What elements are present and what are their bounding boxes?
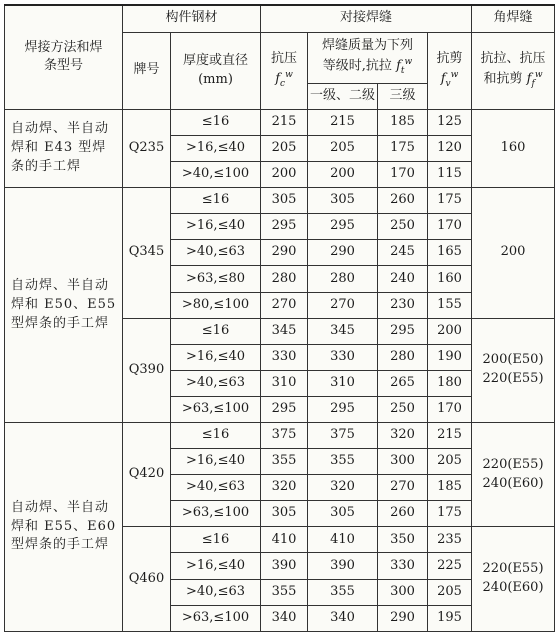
shear-cell: 170 (428, 396, 472, 422)
tension-grade3-cell: 245 (378, 240, 428, 266)
tension-grade3-cell: 350 (378, 527, 428, 553)
tension-grade3-cell: 300 (378, 449, 428, 475)
shear-cell: 170 (428, 214, 472, 240)
header-method-text: 焊接方法和焊条型号 (24, 39, 103, 74)
header-method (5, 5, 123, 109)
tension-grade12-cell: 310 (308, 370, 378, 396)
symbol-f: f (396, 58, 401, 74)
symbol-sup: w (450, 70, 459, 81)
shear-cell: 205 (428, 449, 472, 475)
table-row (5, 188, 555, 214)
symbol-sub: f (531, 79, 535, 90)
header-thickness (171, 32, 261, 109)
fillet-value: 160 (500, 140, 526, 156)
header-fillet-line1: 抗拉、抗压 (480, 51, 546, 67)
compress-cell: 310 (261, 370, 308, 396)
symbol-f: f (275, 71, 281, 87)
tension-grade3-cell: 250 (378, 214, 428, 240)
shear-cell: 235 (428, 527, 472, 553)
steel-grade-cell: Q345 (123, 188, 171, 318)
tension-grade12-cell: 355 (308, 579, 378, 605)
shear-cell: 115 (428, 162, 472, 188)
symbol-f: f (526, 71, 532, 87)
compress-cell: 375 (261, 423, 308, 449)
fillet-value: 200(E50) (482, 352, 544, 368)
thickness-cell: ≤16 (171, 527, 261, 553)
thickness-cell: ≤16 (171, 423, 261, 449)
shear-cell: 200 (428, 318, 472, 344)
tension-grade12-cell: 305 (308, 188, 378, 214)
tension-grade3-cell: 170 (378, 162, 428, 188)
shear-cell: 155 (428, 292, 472, 318)
fillet-value: 220(E55) (482, 561, 544, 577)
shear-cell: 165 (428, 240, 472, 266)
fillet-strength-cell (472, 318, 555, 422)
thickness-cell: >63,≤100 (171, 605, 261, 631)
compress-cell: 295 (261, 214, 308, 240)
header-thickness-line2: (mm) (198, 71, 233, 87)
fillet-value: 220(E55) (482, 456, 544, 472)
thickness-cell: >40,≤63 (171, 370, 261, 396)
header-tension (308, 32, 428, 83)
tension-grade12-cell: 200 (308, 162, 378, 188)
tension-grade3-cell: 330 (378, 553, 428, 579)
thickness-cell: ≤16 (171, 318, 261, 344)
header-fillet-line2-text: 和抗剪 (483, 71, 523, 87)
fillet-strength-cell (472, 188, 555, 318)
compress-cell: 340 (261, 605, 308, 631)
compress-cell: 290 (261, 240, 308, 266)
tension-grade12-cell: 355 (308, 449, 378, 475)
header-grade-1-2: 一级、二级 (308, 83, 378, 109)
tension-grade3-cell: 175 (378, 135, 428, 161)
compress-cell: 390 (261, 553, 308, 579)
tension-grade12-cell: 215 (308, 109, 378, 135)
tension-grade12-cell: 375 (308, 423, 378, 449)
thickness-cell: >40,≤100 (171, 162, 261, 188)
tension-grade12-cell: 390 (308, 553, 378, 579)
header-shear-label: 抗剪 (436, 51, 463, 67)
compress-cell: 345 (261, 318, 308, 344)
header-fillet-line2 (474, 69, 552, 91)
fillet-strength-cell (472, 109, 555, 187)
thickness-cell: >63,≤100 (171, 501, 261, 527)
tension-grade3-cell: 280 (378, 344, 428, 370)
shear-cell: 180 (428, 370, 472, 396)
tension-grade12-cell: 305 (308, 501, 378, 527)
tension-grade12-cell: 270 (308, 292, 378, 318)
tension-grade3-cell: 250 (378, 396, 428, 422)
table-row (5, 423, 555, 449)
tension-grade3-cell: 230 (378, 292, 428, 318)
compress-cell: 305 (261, 501, 308, 527)
shear-cell: 190 (428, 344, 472, 370)
header-compress (261, 32, 308, 109)
fillet-value: 220(E55) (482, 371, 544, 387)
shear-cell: 120 (428, 135, 472, 161)
header-compress-symbol (263, 69, 305, 91)
compress-cell: 410 (261, 527, 308, 553)
steel-grade-cell: Q420 (123, 423, 171, 527)
tension-grade12-cell: 290 (308, 240, 378, 266)
thickness-cell: >40,≤63 (171, 579, 261, 605)
strength-table-sheet (4, 4, 554, 632)
header-grade: 牌号 (123, 32, 171, 109)
header-tension-line1: 焊缝质量为下列 (322, 38, 414, 54)
thickness-cell: >16,≤40 (171, 135, 261, 161)
tension-grade3-cell: 260 (378, 188, 428, 214)
shear-cell: 205 (428, 579, 472, 605)
compress-cell: 355 (261, 449, 308, 475)
fillet-strength-cell (472, 423, 555, 527)
symbol-sub: v (445, 79, 451, 90)
compress-cell: 330 (261, 344, 308, 370)
tension-grade3-cell: 295 (378, 318, 428, 344)
weld-method-cell: 自动焊、半自动焊和 E43 型焊条的手工焊 (5, 109, 123, 187)
header-shear (428, 32, 472, 109)
header-tension-line2-text: 等级时,抗拉 (322, 58, 392, 74)
shear-cell: 215 (428, 423, 472, 449)
thickness-cell: >16,≤40 (171, 214, 261, 240)
compress-cell: 355 (261, 579, 308, 605)
steel-grade-cell: Q460 (123, 527, 171, 632)
header-tension-line2 (310, 56, 425, 78)
tension-grade12-cell: 345 (308, 318, 378, 344)
symbol-sup: w (404, 57, 413, 68)
shear-cell: 225 (428, 553, 472, 579)
tension-grade3-cell: 300 (378, 579, 428, 605)
fillet-value: 240(E60) (482, 580, 544, 596)
header-grade-3: 三级 (378, 83, 428, 109)
shear-cell: 195 (428, 605, 472, 631)
tension-grade12-cell: 320 (308, 475, 378, 501)
thickness-cell: ≤16 (171, 188, 261, 214)
symbol-sub: c (280, 79, 286, 90)
thickness-cell: >63,≤100 (171, 396, 261, 422)
tension-grade12-cell: 205 (308, 135, 378, 161)
tension-grade3-cell: 265 (378, 370, 428, 396)
thickness-cell: ≤16 (171, 109, 261, 135)
thickness-cell: >40,≤63 (171, 475, 261, 501)
tension-grade12-cell: 330 (308, 344, 378, 370)
compress-cell: 200 (261, 162, 308, 188)
tension-grade3-cell: 320 (378, 423, 428, 449)
header-butt-weld-group: 对接焊缝 (261, 5, 472, 32)
tension-grade3-cell: 185 (378, 109, 428, 135)
shear-cell: 125 (428, 109, 472, 135)
symbol-sup: w (285, 70, 293, 81)
tension-grade3-cell: 260 (378, 501, 428, 527)
symbol-sup: w (534, 70, 543, 81)
tension-grade12-cell: 295 (308, 396, 378, 422)
compress-cell: 320 (261, 475, 308, 501)
tension-grade3-cell: 240 (378, 266, 428, 292)
tension-grade12-cell: 340 (308, 605, 378, 631)
steel-grade-cell: Q390 (123, 318, 171, 422)
compress-cell: 280 (261, 266, 308, 292)
thickness-cell: >40,≤63 (171, 240, 261, 266)
weld-strength-table (4, 4, 555, 632)
tension-grade12-cell: 280 (308, 266, 378, 292)
header-fillet (472, 32, 555, 109)
tension-grade3-cell: 270 (378, 475, 428, 501)
header-fillet-weld-group: 角焊缝 (472, 5, 555, 32)
header-compress-label: 抗压 (271, 51, 298, 67)
header-material-group: 构件钢材 (123, 5, 261, 32)
thickness-cell: >16,≤40 (171, 344, 261, 370)
fillet-value: 240(E60) (482, 475, 544, 491)
thickness-cell: >16,≤40 (171, 449, 261, 475)
compress-cell: 305 (261, 188, 308, 214)
shear-cell: 175 (428, 501, 472, 527)
weld-method-cell: 自动焊、半自动焊和 E55、E60型焊条的手工焊 (5, 423, 123, 632)
header-thickness-line1: 厚度或直径 (183, 52, 249, 68)
table-row (5, 109, 555, 135)
weld-method-cell: 自动焊、半自动焊和 E50、E55型焊条的手工焊 (5, 188, 123, 423)
compress-cell: 215 (261, 109, 308, 135)
tension-grade12-cell: 295 (308, 214, 378, 240)
header-shear-symbol (430, 69, 469, 91)
fillet-value: 200 (500, 244, 526, 260)
shear-cell: 185 (428, 475, 472, 501)
steel-grade-cell: Q235 (123, 109, 171, 187)
thickness-cell: >80,≤100 (171, 292, 261, 318)
symbol-f: f (440, 71, 446, 87)
tension-grade12-cell: 410 (308, 527, 378, 553)
compress-cell: 270 (261, 292, 308, 318)
symbol-sub: t (400, 66, 405, 77)
tension-grade3-cell: 290 (378, 605, 428, 631)
thickness-cell: >63,≤80 (171, 266, 261, 292)
thickness-cell: >16,≤40 (171, 553, 261, 579)
fillet-strength-cell (472, 527, 555, 632)
compress-cell: 205 (261, 135, 308, 161)
shear-cell: 160 (428, 266, 472, 292)
compress-cell: 295 (261, 396, 308, 422)
shear-cell: 175 (428, 188, 472, 214)
